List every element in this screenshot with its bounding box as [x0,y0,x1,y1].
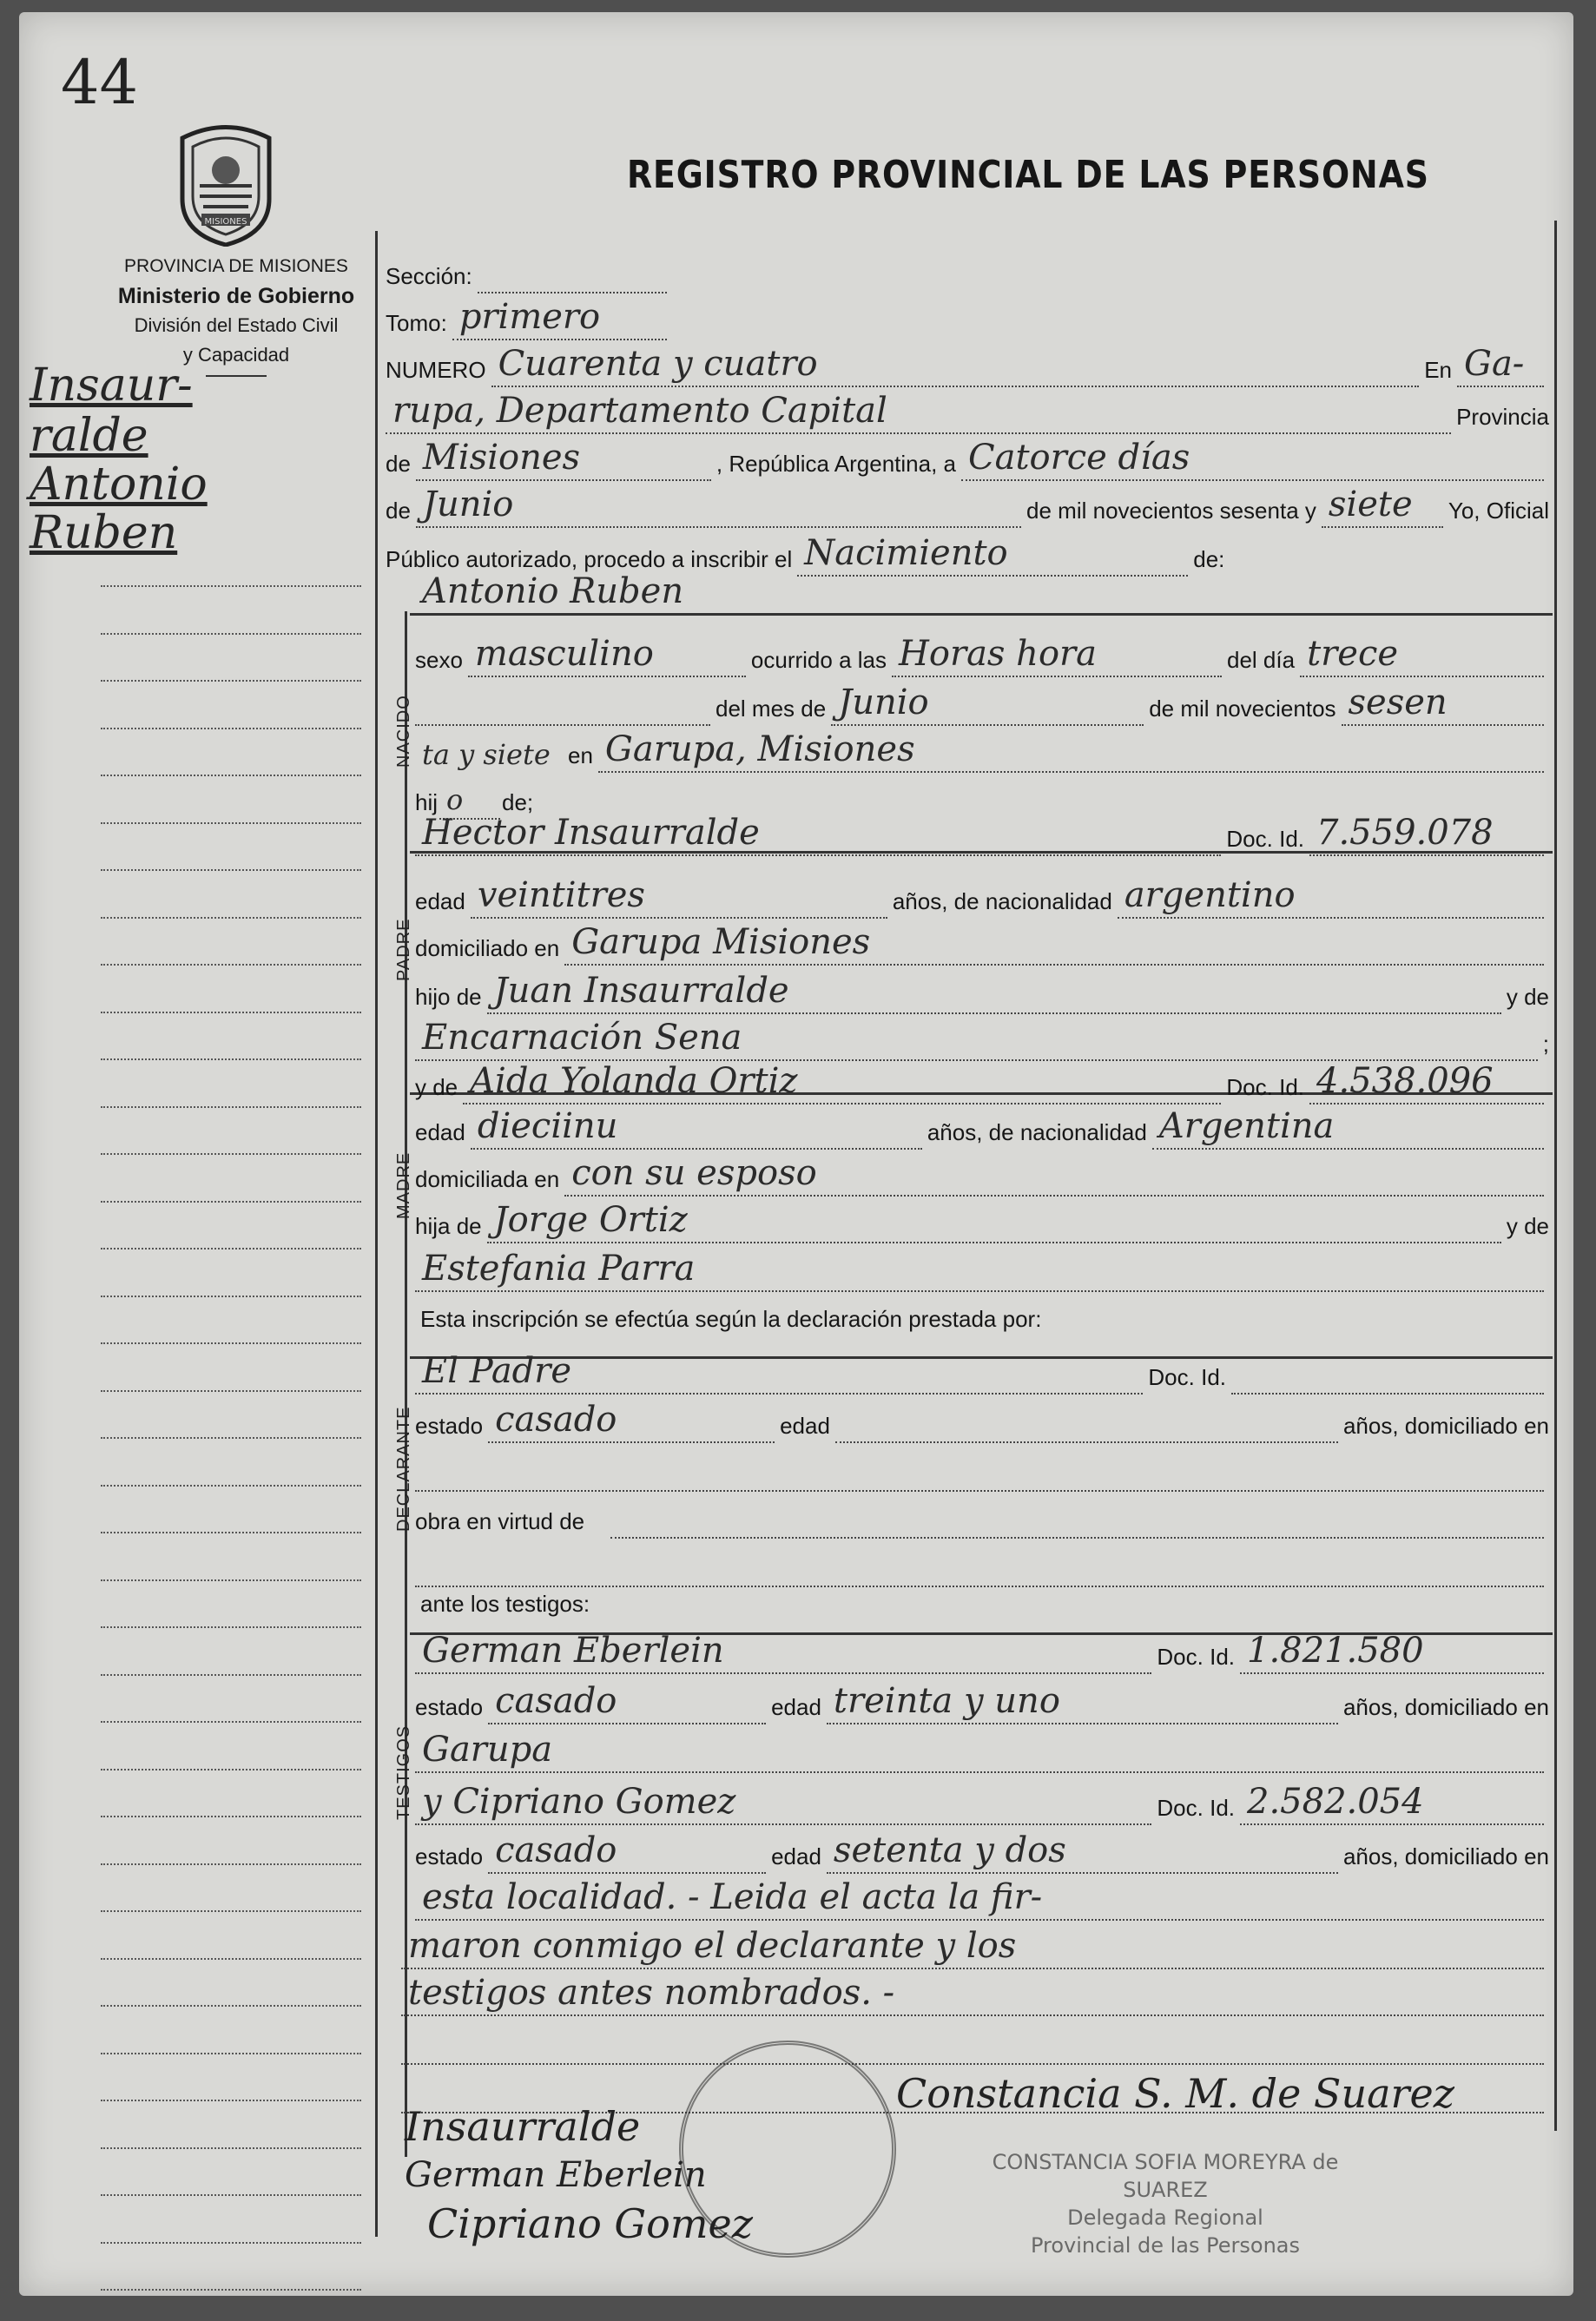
value-madre-madre: Estefania Parra [422,1249,696,1289]
margin-line [101,822,361,824]
value-testigo1-doc: 1.821.580 [1247,1631,1424,1671]
row-tomo [386,297,672,340]
label-publico: Público autorizado, procedo a inscribir el [386,546,793,572]
stamp-line-2: Delegada Regional [1067,2206,1263,2230]
margin-line [101,1485,361,1487]
field-madre-hija [487,1200,1501,1243]
margin-line [101,2005,361,2007]
field-blank-a [401,2027,1544,2065]
label-domiciliada-madre: domiciliada en [415,1166,560,1192]
document-title: REGISTRO PROVINCIAL DE LAS PERSONAS [627,153,1429,197]
stamp-text [974,2148,1356,2259]
agency-block [80,252,392,377]
field-madre-doc [1309,1061,1544,1104]
value-closing-3: testigos antes nombrados. - [408,1973,895,2013]
label-anos-nac-madre: años, de nacionalidad [927,1119,1147,1145]
signature-3: Cipriano Gomez [427,2200,753,2247]
label-doc-declarante: Doc. Id. [1148,1364,1226,1390]
main-vertical-rule [375,231,378,2237]
field-testigo1-estado [488,1681,766,1724]
label-edad-testigo2: edad [771,1843,821,1869]
label-de-semi: de; [502,789,534,815]
row-nombre [415,571,1549,613]
value-dia: Catorce días [968,438,1190,478]
value-testigo1-estado: casado [495,1681,617,1721]
value-testigo2-estado: casado [495,1830,617,1870]
label-en: En [1424,357,1452,383]
field-padre-hijo [487,971,1501,1014]
section-vertical-rule [405,611,407,2157]
row-madre-edad [415,1106,1549,1150]
field-sexo [468,634,746,677]
value-numero: Cuarenta y cuatro [498,344,818,384]
row-testigo1 [415,1631,1549,1674]
row-padre-dom [415,922,1549,966]
field-padre-dom [564,922,1544,966]
field-padre-madre [415,1018,1538,1061]
label-y-de-madre-2: y de [1506,1213,1549,1239]
value-madre-doc: 4.538.096 [1316,1061,1494,1101]
stamp-line-3: Provincial de las Personas [1030,2233,1301,2258]
field-declarante-doc [1231,1356,1544,1395]
margin-line [101,2053,361,2054]
side-label-madre: MADRE [394,1151,413,1219]
row-declarante-dom [415,1454,1549,1492]
field-testigo1-doc [1240,1631,1544,1674]
field-tomo [452,297,667,340]
margin-line [101,1153,361,1155]
value-madre-nac: Argentina [1158,1106,1335,1146]
field-testigo1-edad [827,1681,1338,1724]
value-hij: o [446,783,464,816]
value-madre-edad: dieciinu [477,1106,618,1146]
value-madre-nombre: Aida Yolanda Ortiz [470,1061,798,1101]
field-anio [1322,485,1443,528]
margin-line [101,1674,361,1676]
label-edad-padre: edad [415,888,465,914]
side-label-testigos: TESTIGOS [394,1724,413,1820]
margin-line [101,1532,361,1533]
margin-line [101,1342,361,1344]
margin-line [101,728,361,729]
field-padre-nombre [415,813,1221,856]
field-madre-nac [1152,1106,1544,1150]
value-padre-nombre: Hector Insaurralde [422,813,760,853]
margin-line [101,917,361,919]
agency-rule [206,375,267,377]
row-madre-hija [415,1200,1549,1243]
field-padre-edad [471,875,887,919]
label-de-mil: de mil novecientos sesenta y [1026,498,1316,524]
signature-official: Constancia S. M. de Suarez [896,2070,1454,2117]
row-testigo1-estado [415,1681,1549,1724]
value-mes: Junio [422,485,514,524]
value-testigo1-edad: treinta y uno [833,1681,1060,1721]
margin-line [101,2100,361,2101]
document-page [19,12,1573,2296]
margin-line [101,1769,361,1770]
label-y-de-padre: y de [1506,984,1549,1010]
value-padre-doc: 7.559.078 [1316,813,1494,853]
field-testigo2-doc [1240,1782,1544,1825]
margin-name-3: Antonio [30,458,208,511]
margin-line [101,2147,361,2149]
row-padre-hijo [415,971,1549,1014]
value-padre-edad: veintitres [477,875,645,915]
value-closing-1: esta localidad. - Leida el acta la fir- [422,1877,1043,1917]
row-testigo2-estado [415,1830,1549,1874]
label-doc-padre: Doc. Id. [1226,826,1304,852]
label-estado-testigo1: estado [415,1694,484,1720]
field-en-1 [1457,344,1544,387]
agency-line-1: PROVINCIA DE MISIONES [124,256,348,276]
field-testigo1-dom [415,1730,1544,1773]
value-padre-dom: Garupa Misiones [571,922,871,962]
field-obra-2 [415,1549,1544,1587]
field-seccion [478,255,667,293]
label-y-de-madre: y de [415,1074,458,1100]
value-padre-nac: argentino [1124,875,1296,915]
value-anio: siete [1328,485,1413,524]
label-del-dia: del día [1227,647,1296,673]
value-testigo2-edad: setenta y dos [833,1830,1066,1870]
value-hora: Horas hora [899,634,1097,674]
margin-line [101,1201,361,1203]
field-blank-1 [415,688,710,726]
label-de-2: de [386,498,411,524]
value-madre-dom: con su esposo [571,1153,817,1193]
margin-line [101,585,361,587]
value-en-1: Ga- [1464,344,1525,384]
value-lugar: Garupa, Misiones [604,729,915,769]
row-padre-edad [415,875,1549,919]
row-padre-madre [415,1018,1549,1061]
label-numero: NUMERO [386,357,486,383]
value-testigo2: y Cipriano Gomez [422,1782,736,1822]
label-obra: obra en virtud de [415,1508,585,1534]
row-sexo [415,634,1549,677]
row-closing-3 [401,1973,1549,2016]
row-provincia [386,438,1549,481]
value-padre-hijo: Juan Insaurralde [493,971,789,1011]
row-mes-nac [415,682,1549,726]
label-anos-dom-testigo2: años, domiciliado en [1342,1843,1549,1869]
label-de-1: de [386,451,411,477]
label-edad-testigo1: edad [771,1694,821,1720]
field-madre-edad [471,1106,922,1150]
row-obra-2 [415,1549,1549,1587]
field-dia-nac [1300,634,1544,677]
label-sexo: sexo [415,647,463,673]
provincial-seal-icon [165,116,287,247]
field-declarante-estado [488,1400,775,1443]
agency-line-2: Ministerio de Gobierno [117,284,355,308]
field-anio-nac-2 [415,736,563,773]
row-fecha [386,485,1549,528]
label-estado-declarante: estado [415,1413,484,1439]
label-doc-madre: Doc. Id. [1226,1074,1304,1100]
label-hij: hij [415,789,439,815]
value-testigo1: German Eberlein [422,1631,724,1671]
field-testigo2 [415,1782,1151,1825]
label-estado-testigo2: estado [415,1843,484,1869]
margin-line [101,1296,361,1297]
field-hora [892,634,1222,677]
margin-line [101,1958,361,1960]
row-testigo2 [415,1782,1549,1825]
value-mes-nac: Junio [838,682,929,722]
margin-line [101,1390,361,1392]
margin-line [101,1816,361,1817]
label-hijo-de: hijo de [415,984,482,1010]
label-edad-madre: edad [415,1119,465,1145]
section-rule-nacido [410,613,1553,616]
field-madre-madre [415,1249,1544,1292]
field-lugar [598,729,1544,773]
label-ante: ante los testigos: [420,1591,590,1617]
field-madre-nombre [463,1061,1221,1104]
label-seccion: Sección: [386,263,472,289]
row-madre-nombre [415,1061,1549,1104]
row-lugar-nac [415,729,1549,773]
field-acto [797,533,1188,577]
page-number: 44 [61,47,139,118]
agency-line-4: y Capacidad [182,344,290,366]
field-padre-nac [1118,875,1544,919]
value-nombre: Antonio Ruben [422,571,684,611]
row-lugar [386,391,1549,434]
row-seccion [386,255,672,293]
field-madre-dom [564,1153,1544,1197]
row-padre-nombre [415,813,1549,856]
margin-line [101,1626,361,1628]
label-yo-oficial: Yo, Oficial [1448,498,1549,524]
seal-text: MISIONES [204,217,247,227]
label-tomo: Tomo: [386,310,447,336]
field-testigo2-edad [827,1830,1338,1874]
label-domiciliado-padre: domiciliado en [415,935,560,961]
side-label-declarante: DECLARANTE [394,1406,413,1532]
margin-line [101,1721,361,1723]
margin-line [101,2242,361,2244]
row-numero [386,344,1549,387]
margin-line [101,1910,361,1912]
label-en-lugar: en [568,742,593,768]
field-closing-1 [415,1877,1544,1921]
margin-line [101,1579,361,1581]
value-testigo2-doc: 2.582.054 [1247,1782,1424,1822]
label-de-mil-nov: de mil novecientos [1149,696,1336,722]
margin-line [101,1437,361,1439]
margin-line [101,2289,361,2291]
label-republica: , República Argentina, a [716,451,956,477]
margin-line [101,869,361,871]
label-anos-nac-padre: años, de nacionalidad [892,888,1112,914]
field-en-2 [386,391,1451,434]
field-nombre [415,571,1544,613]
label-provincia: Provincia [1456,404,1549,430]
agency-line-3: División del Estado Civil [134,314,339,336]
field-obra [610,1500,1544,1539]
label-declaracion: Esta inscripción se efectúa según la declaración prestada por: [420,1306,1042,1332]
value-sexo: masculino [474,634,654,674]
side-label-padre: PADRE [394,918,413,981]
label-doc-testigo2: Doc. Id. [1157,1795,1235,1821]
value-tomo: primero [458,297,601,337]
field-declarante-edad [835,1405,1338,1443]
margin-line [101,964,361,966]
label-ocurrido: ocurrido a las [750,647,887,673]
margin-line [101,680,361,682]
margin-line [101,775,361,776]
value-anio-nac-1: sesen [1348,682,1448,722]
row-testigo1-dom [415,1730,1549,1773]
label-anos-dom-testigo1: años, domiciliado en [1342,1694,1549,1720]
label-doc-testigo1: Doc. Id. [1157,1644,1235,1670]
row-madre-madre [415,1249,1549,1292]
stamp-line-1: CONSTANCIA SOFIA MOREYRA de SUAREZ [992,2150,1339,2202]
value-declarante: El Padre [422,1351,572,1391]
right-vertical-rule [1554,221,1557,2131]
margin-line [101,1863,361,1865]
value-acto: Nacimiento [804,533,1008,573]
field-mes-nac [831,682,1144,726]
signature-1: Insaurralde [405,2103,641,2150]
row-declaracion [420,1306,1549,1336]
value-provincia: Misiones [422,438,581,478]
row-obra [415,1500,1549,1539]
field-closing-2 [401,1926,1544,1969]
label-hija-de: hija de [415,1213,482,1239]
field-padre-doc [1309,813,1544,856]
signature-2: German Eberlein [405,2155,707,2195]
margin-name-1: Insaur- [30,359,193,412]
margin-line [101,1058,361,1060]
field-declarante-dom [415,1454,1544,1492]
value-testigo1-dom: Garupa [422,1730,553,1770]
margin-line [101,1106,361,1108]
row-declarante-estado [415,1400,1549,1443]
margin-line [101,633,361,635]
value-closing-2: maron conmigo el declarante y los [408,1926,1017,1966]
margin-line [101,2194,361,2196]
row-declarante [415,1351,1549,1395]
label-edad-declarante: edad [780,1413,830,1439]
field-anio-nac-1 [1342,682,1544,726]
value-en-2: rupa, Departamento Capital [392,391,887,431]
field-testigo2-estado [488,1830,766,1874]
margin-name-4: Ruben [30,507,178,559]
margin-line [101,1248,361,1250]
row-blank-1 [401,2027,1549,2065]
row-closing-1 [415,1877,1549,1921]
label-del-mes: del mes de [716,696,827,722]
row-madre-dom [415,1153,1549,1197]
value-anio-nac-2: ta y siete [422,738,551,771]
field-testigo1 [415,1631,1151,1674]
value-padre-madre: Encarnación Sena [422,1018,742,1058]
label-semicolon: ; [1542,1031,1549,1057]
field-declarante [415,1351,1143,1395]
margin-name-2: ralde [30,410,148,462]
side-label-nacido: NACIDO [394,695,413,768]
field-dia [961,438,1544,481]
margin-line [101,1012,361,1013]
label-de-colon: de: [1193,546,1225,572]
field-closing-3 [401,1973,1544,2016]
field-provincia [416,438,711,481]
field-mes [416,485,1021,528]
field-numero [491,344,1420,387]
row-closing-2 [401,1926,1549,1969]
value-declarante-estado: casado [495,1400,617,1440]
label-anos-dom-declarante: años, domiciliado en [1342,1413,1549,1439]
row-ante [420,1591,941,1621]
value-madre-hija: Jorge Ortiz [493,1200,688,1240]
value-dia-nac: trece [1307,634,1399,674]
